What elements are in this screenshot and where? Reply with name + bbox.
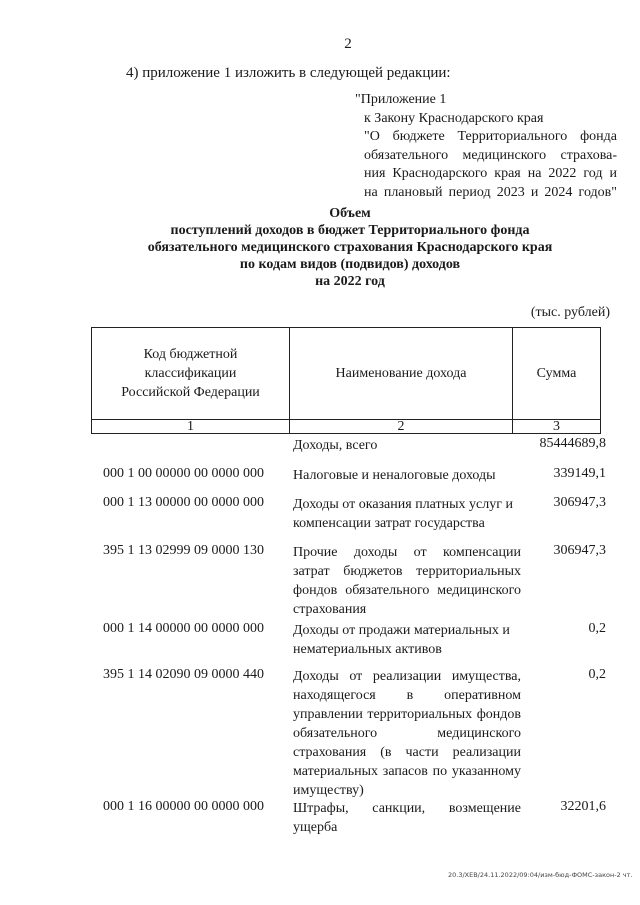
title-line: на 2022 год <box>315 274 385 289</box>
appendix-line: к Закону Краснодарского края <box>364 110 544 126</box>
row-amount: 306947,3 <box>553 543 606 558</box>
row-amount: 306947,3 <box>553 495 606 510</box>
row-amount: 85444689,8 <box>539 436 606 451</box>
appendix-line: "Приложение 1 <box>355 92 447 107</box>
appendix-line: обязательного медицинского страхова- <box>364 147 617 163</box>
row-code: 395 1 14 02090 09 0000 440 <box>103 667 264 682</box>
row-amount: 32201,6 <box>560 799 606 814</box>
header-num-amount: 3 <box>513 420 601 434</box>
row-code: 000 1 00 00000 00 0000 000 <box>103 466 264 481</box>
row-name: Доходы от реализации имущества, находящегося в оперативном управлении территориальных фондов обязательного медицинского страхования (в части реализации материальных запасов по указанному имуществу) <box>293 669 521 798</box>
row-code: 395 1 13 02999 09 0000 130 <box>103 543 264 558</box>
amendment-instruction: 4) приложение 1 изложить в следующей редакции: <box>126 65 451 81</box>
title-line: обязательного медицинского страхования Краснодарского края <box>147 240 553 255</box>
document-footer: 20.3/ХЕВ/24.11.2022/09:04/изм-бюд-ФОМС-закон-2 чт. <box>448 871 633 879</box>
appendix-line: ния Краснодарского края на 2022 год и <box>364 166 617 182</box>
row-name: Штрафы, санкции, возмещение ущерба <box>293 801 521 835</box>
appendix-reference <box>355 91 617 203</box>
units-label: (тыс. рублей) <box>530 305 610 320</box>
page-number: 2 <box>344 36 352 52</box>
title-line: Объем <box>329 206 371 221</box>
row-code: 000 1 14 00000 00 0000 000 <box>103 621 264 636</box>
header-num-name: 2 <box>290 420 513 434</box>
row-code: 000 1 13 00000 00 0000 000 <box>103 495 264 510</box>
row-name: Налоговые и неналоговые доходы <box>293 468 496 483</box>
row-name: Доходы, всего <box>293 438 378 453</box>
row-name: Доходы от продажи материальных и нематериальных активов <box>293 623 510 657</box>
row-name: Доходы от оказания платных услуг и компенсации затрат государства <box>293 497 513 531</box>
appendix-line: на плановый период 2023 и 2024 годов" <box>364 184 617 200</box>
header-amount: Сумма <box>513 328 601 420</box>
table-header <box>91 327 601 434</box>
header-num-code: 1 <box>92 420 290 434</box>
title-line: поступлений доходов в бюджет Территориального фонда <box>170 223 530 238</box>
row-amount: 339149,1 <box>553 466 606 481</box>
row-amount: 0,2 <box>588 621 606 636</box>
document-title <box>60 205 640 290</box>
header-name: Наименование дохода <box>290 328 513 420</box>
row-code: 000 1 16 00000 00 0000 000 <box>103 799 264 814</box>
title-line: по кодам видов (подвидов) доходов <box>239 257 461 272</box>
row-amount: 0,2 <box>588 667 606 682</box>
row-name: Прочие доходы от компенсации затрат бюджетов территориальных фондов обязательного медицинского страхования <box>293 545 521 617</box>
appendix-line: "О бюджете Территориального фонда <box>364 129 617 145</box>
header-code: Код бюджетной классификации Российской Федерации <box>92 328 290 420</box>
